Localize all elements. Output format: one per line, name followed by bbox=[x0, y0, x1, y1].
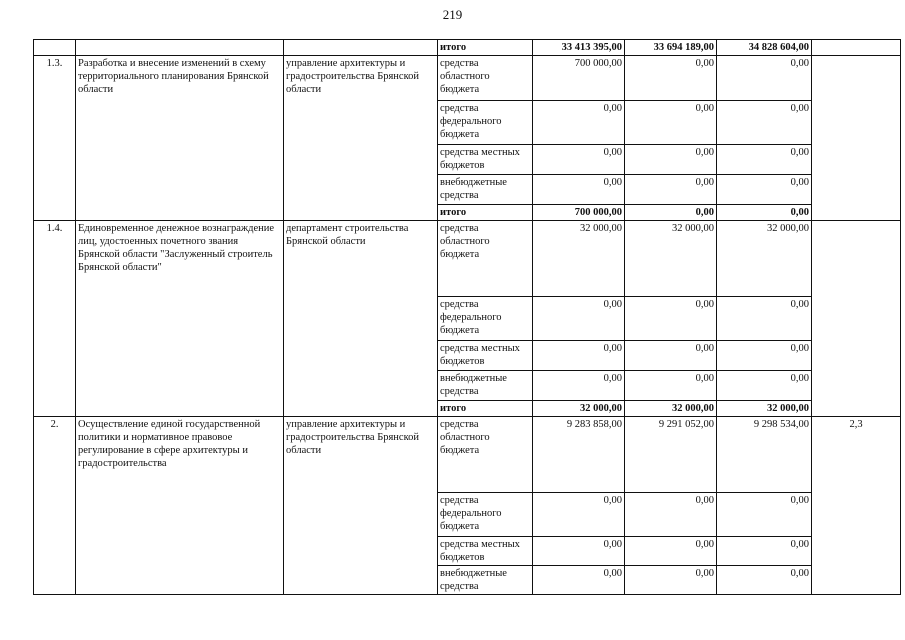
cell-value-2: 0,00 bbox=[625, 56, 717, 101]
cell-value-3: 0,00 bbox=[717, 341, 812, 371]
item-number: 1.3. bbox=[34, 56, 76, 221]
cell-value-3: 0,00 bbox=[717, 297, 812, 341]
cell-value-3: 0,00 bbox=[717, 493, 812, 537]
cell-source: средства федерального бюджета bbox=[438, 297, 533, 341]
cell-value-1: 0,00 bbox=[533, 175, 625, 205]
cell-value-2: 9 291 052,00 bbox=[625, 417, 717, 493]
table-row bbox=[34, 221, 901, 297]
item-executor: департамент строительства Брянской области bbox=[284, 221, 438, 417]
table-row bbox=[34, 56, 901, 101]
cell-value-2: 0,00 bbox=[625, 175, 717, 205]
cell-value-2: 33 694 189,00 bbox=[625, 40, 717, 56]
cell-value-2: 0,00 bbox=[625, 566, 717, 595]
cell-value-3: 0,00 bbox=[717, 371, 812, 401]
cell-value-1: 700 000,00 bbox=[533, 56, 625, 101]
cell-value-2: 0,00 bbox=[625, 537, 717, 566]
cell-value-1: 33 413 395,00 bbox=[533, 40, 625, 56]
cell-value-1: 0,00 bbox=[533, 493, 625, 537]
cell-value-3: 34 828 604,00 bbox=[717, 40, 812, 56]
cell-source: средства федерального бюджета bbox=[438, 493, 533, 537]
cell-source: внебюджетные средства bbox=[438, 566, 533, 595]
item-executor: управление архитектуры и градостроительства Брянской области bbox=[284, 417, 438, 595]
cell-value-1: 0,00 bbox=[533, 341, 625, 371]
cell-value-1: 9 283 858,00 bbox=[533, 417, 625, 493]
cell-value-2: 0,00 bbox=[625, 205, 717, 221]
item-number: 1.4. bbox=[34, 221, 76, 417]
cell-value-3: 0,00 bbox=[717, 566, 812, 595]
cell-value-2: 0,00 bbox=[625, 101, 717, 145]
item-note bbox=[812, 56, 901, 221]
cell-source: средства областного бюджета bbox=[438, 417, 533, 493]
item-name: Осуществление единой государственной политики и нормативное правовое регулирование в сфере архитектуры и градостроительства bbox=[76, 417, 284, 595]
cell-value-3: 0,00 bbox=[717, 175, 812, 205]
cell-value-1: 32 000,00 bbox=[533, 221, 625, 297]
item-number: 2. bbox=[34, 417, 76, 595]
cell-value-1: 0,00 bbox=[533, 371, 625, 401]
item-name: Единовременное денежное вознаграждение лиц, удостоенных почетного звания Брянской области "Заслуженный строитель Брянской области" bbox=[76, 221, 284, 417]
cell-value-1: 0,00 bbox=[533, 145, 625, 175]
cell-name bbox=[76, 40, 284, 56]
item-name: Разработка и внесение изменений в схему территориального планирования Брянской области bbox=[76, 56, 284, 221]
cell-value-1: 0,00 bbox=[533, 101, 625, 145]
item-executor: управление архитектуры и градостроительства Брянской области bbox=[284, 56, 438, 221]
cell-value-2: 0,00 bbox=[625, 297, 717, 341]
cell-value-3: 0,00 bbox=[717, 205, 812, 221]
page-number: 219 bbox=[442, 7, 463, 22]
cell-source: итого bbox=[438, 205, 533, 221]
cell-value-2: 0,00 bbox=[625, 145, 717, 175]
cell-executor bbox=[284, 40, 438, 56]
table-row bbox=[34, 417, 901, 493]
cell-source: средства местных бюджетов bbox=[438, 145, 533, 175]
budget-table bbox=[33, 39, 901, 595]
cell-source: средства областного бюджета bbox=[438, 56, 533, 101]
cell-value-1: 700 000,00 bbox=[533, 205, 625, 221]
cell-value-1: 32 000,00 bbox=[533, 401, 625, 417]
cell-value-1: 0,00 bbox=[533, 537, 625, 566]
cell-value-3: 32 000,00 bbox=[717, 221, 812, 297]
cell-value-2: 0,00 bbox=[625, 493, 717, 537]
cell-source: итого bbox=[438, 40, 533, 56]
cell-value-2: 32 000,00 bbox=[625, 221, 717, 297]
cell-value-1: 0,00 bbox=[533, 297, 625, 341]
cell-source: внебюджетные средства bbox=[438, 371, 533, 401]
cell-source: средства областного бюджета bbox=[438, 221, 533, 297]
cell-num bbox=[34, 40, 76, 56]
cell-value-3: 32 000,00 bbox=[717, 401, 812, 417]
cell-value-1: 0,00 bbox=[533, 566, 625, 595]
cell-source: средства федерального бюджета bbox=[438, 101, 533, 145]
cell-value-2: 32 000,00 bbox=[625, 401, 717, 417]
item-note: 2,3 bbox=[812, 417, 901, 595]
cell-value-2: 0,00 bbox=[625, 371, 717, 401]
cell-source: средства местных бюджетов bbox=[438, 537, 533, 566]
cell-value-3: 0,00 bbox=[717, 101, 812, 145]
cell-source: итого bbox=[438, 401, 533, 417]
table-row-top-total bbox=[34, 40, 901, 56]
cell-value-3: 0,00 bbox=[717, 537, 812, 566]
cell-value-2: 0,00 bbox=[625, 341, 717, 371]
cell-source: средства местных бюджетов bbox=[438, 341, 533, 371]
cell-note bbox=[812, 40, 901, 56]
item-note bbox=[812, 221, 901, 417]
cell-value-3: 0,00 bbox=[717, 56, 812, 101]
cell-value-3: 0,00 bbox=[717, 145, 812, 175]
cell-source: внебюджетные средства bbox=[438, 175, 533, 205]
cell-value-3: 9 298 534,00 bbox=[717, 417, 812, 493]
